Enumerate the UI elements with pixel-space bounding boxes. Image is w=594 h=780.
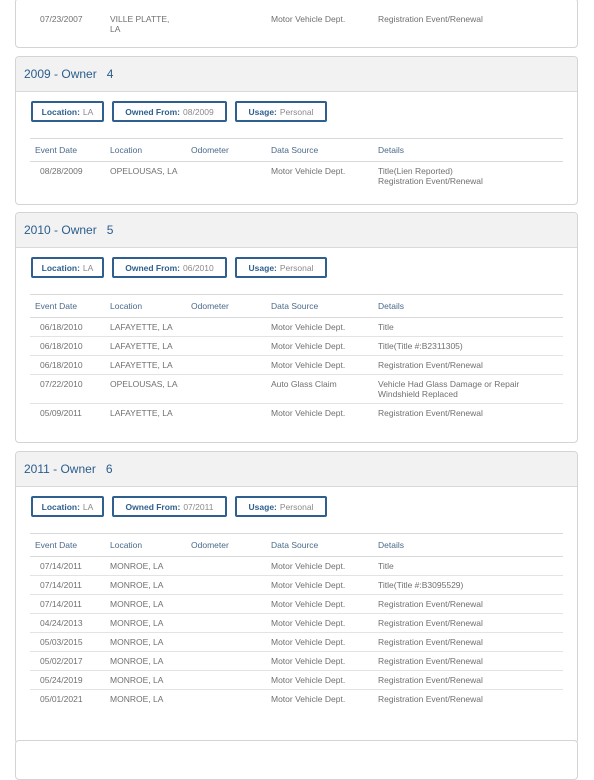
event-details: [378, 671, 563, 689]
owner-number: 4: [106, 67, 114, 81]
event-date: 05/01/2021: [40, 694, 83, 704]
details-line: Windshield Replaced: [378, 389, 458, 399]
event-odometer: [191, 375, 271, 403]
table-row: [30, 404, 563, 422]
event-location: LAFAYETTE, LA: [110, 360, 173, 370]
owner-year-label: 2011 - Owner: [24, 462, 96, 476]
event-date: 05/02/2017: [40, 656, 83, 666]
event-details: [378, 404, 563, 422]
event-source: Motor Vehicle Dept.: [271, 166, 346, 176]
col-odometer: Odometer: [191, 145, 229, 155]
event-odometer: [191, 337, 271, 355]
event-date: 04/24/2013: [40, 618, 83, 628]
event-date: 06/18/2010: [40, 360, 83, 370]
table-row: [30, 10, 563, 38]
event-details: [378, 576, 563, 594]
event-details: [378, 633, 563, 651]
event-source: Motor Vehicle Dept.: [271, 656, 346, 666]
owner-card: [15, 212, 578, 443]
event-source: Motor Vehicle Dept.: [271, 360, 346, 370]
event-location: VILLE PLATTE, LA: [110, 14, 170, 34]
event-odometer: [191, 576, 271, 594]
event-odometer: [191, 614, 271, 632]
owner-summary: [16, 92, 577, 126]
event-odometer: [191, 652, 271, 670]
details-line: Title: [378, 561, 394, 571]
event-odometer: [191, 557, 271, 575]
event-location: LAFAYETTE, LA: [110, 341, 173, 351]
table-row: [30, 671, 563, 690]
col-data-source: Data Source: [271, 145, 319, 155]
event-source: Motor Vehicle Dept.: [271, 675, 346, 685]
event-details: [378, 614, 563, 632]
details-line: Registration Event/Renewal: [378, 694, 483, 704]
event-odometer: [191, 595, 271, 613]
event-odometer: [191, 690, 271, 708]
details-line: Registration Event/Renewal: [378, 675, 483, 685]
event-date: 05/03/2015: [40, 637, 83, 647]
event-location: MONROE, LA: [110, 599, 164, 609]
table-row: [30, 375, 563, 404]
table-row: [30, 633, 563, 652]
location-badge: Location: LA: [31, 101, 104, 122]
event-date: 07/14/2011: [40, 599, 82, 609]
event-source: Motor Vehicle Dept.: [271, 14, 346, 24]
event-details: [378, 356, 563, 374]
event-location: OPELOUSAS, LA: [110, 379, 178, 389]
table-row: [30, 652, 563, 671]
owner-number: 5: [106, 223, 114, 237]
table-row: [30, 595, 563, 614]
event-source: Auto Glass Claim: [271, 379, 337, 389]
owner-number: 6: [105, 462, 113, 476]
details-line: Title(Title #:B2311305): [378, 341, 463, 351]
details-line: Registration Event/Renewal: [378, 408, 483, 418]
owned-from-badge: Owned From: 07/2011: [112, 496, 227, 517]
details-line: Registration Event/Renewal: [378, 618, 483, 628]
details-line: Registration Event/Renewal: [378, 360, 483, 370]
event-date: 08/28/2009: [40, 166, 83, 176]
table-row: [30, 576, 563, 595]
owner-summary: [16, 248, 577, 282]
event-location: MONROE, LA: [110, 675, 164, 685]
owned-from-badge: Owned From: 06/2010: [112, 257, 227, 278]
event-source: Motor Vehicle Dept.: [271, 599, 346, 609]
event-odometer: [191, 356, 271, 374]
col-location: Location: [110, 145, 143, 155]
event-location: LAFAYETTE, LA: [110, 322, 173, 332]
details-line: Registration Event/Renewal: [378, 637, 483, 647]
event-location: LAFAYETTE, LA: [110, 408, 173, 418]
event-source: Motor Vehicle Dept.: [271, 580, 346, 590]
owner-card: [15, 56, 578, 205]
table-row: [30, 614, 563, 633]
col-data-source: Data Source: [271, 301, 319, 311]
event-details: Registration Event/Renewal: [378, 14, 483, 24]
event-odometer: [191, 404, 271, 422]
details-line: Title(Lien Reported): [378, 166, 453, 176]
event-date: 07/23/2007: [40, 14, 83, 24]
event-source: Motor Vehicle Dept.: [271, 618, 346, 628]
event-source: Motor Vehicle Dept.: [271, 694, 346, 704]
col-location: Location: [110, 540, 143, 550]
event-date: 05/09/2011: [40, 408, 82, 418]
owner-header[interactable]: [16, 452, 577, 487]
event-details: [378, 652, 563, 670]
table-header: [30, 533, 563, 557]
event-source: Motor Vehicle Dept.: [271, 341, 346, 351]
event-date: 07/14/2011: [40, 561, 82, 571]
event-odometer: [191, 318, 271, 336]
details-line: Registration Event/Renewal: [378, 176, 483, 186]
col-event-date: Event Date: [35, 301, 78, 311]
owned-from-badge: Owned From: 08/2009: [112, 101, 227, 122]
col-data-source: Data Source: [271, 540, 319, 550]
details-line: Title: [378, 322, 394, 332]
table-row: [30, 337, 563, 356]
event-location: OPELOUSAS, LA: [110, 166, 178, 176]
event-source: Motor Vehicle Dept.: [271, 637, 346, 647]
event-details: [378, 595, 563, 613]
owner-card-next: [15, 740, 578, 780]
table-row: [30, 690, 563, 708]
col-details: Details: [378, 540, 404, 550]
event-source: Motor Vehicle Dept.: [271, 322, 346, 332]
event-details: [378, 337, 563, 355]
location-badge: Location: LA: [31, 496, 104, 517]
event-details: [378, 318, 563, 336]
event-date: 05/24/2019: [40, 675, 83, 685]
event-source: Motor Vehicle Dept.: [271, 408, 346, 418]
usage-badge: Usage: Personal: [235, 257, 327, 278]
event-location: MONROE, LA: [110, 618, 164, 628]
event-location: MONROE, LA: [110, 580, 164, 590]
event-details: [378, 690, 563, 708]
owner-header[interactable]: [16, 57, 577, 92]
col-details: Details: [378, 301, 404, 311]
event-location: MONROE, LA: [110, 637, 164, 647]
col-odometer: Odometer: [191, 301, 229, 311]
table-row: [30, 318, 563, 337]
details-line: Vehicle Had Glass Damage or Repair: [378, 379, 520, 389]
table-row: [30, 557, 563, 576]
event-date: 07/14/2011: [40, 580, 82, 590]
col-odometer: Odometer: [191, 540, 229, 550]
event-location: MONROE, LA: [110, 561, 164, 571]
event-odometer: [191, 10, 271, 38]
owner-card-prev: [15, 0, 578, 48]
col-event-date: Event Date: [35, 145, 78, 155]
col-details: Details: [378, 145, 404, 155]
table-row: [30, 356, 563, 375]
usage-badge: Usage: Personal: [235, 496, 327, 517]
event-date: 07/22/2010: [40, 379, 83, 389]
details-line: Registration Event/Renewal: [378, 599, 483, 609]
event-details: [378, 557, 563, 575]
event-odometer: [191, 633, 271, 651]
details-line: Registration Event/Renewal: [378, 656, 483, 666]
table-header: [30, 138, 563, 162]
details-line: Title(Title #:B3095529): [378, 580, 464, 590]
event-odometer: [191, 162, 271, 190]
col-location: Location: [110, 301, 143, 311]
table-row: [30, 162, 563, 190]
event-date: 06/18/2010: [40, 341, 83, 351]
owner-card: [15, 451, 578, 744]
table-header: [30, 294, 563, 318]
owner-year-label: 2009 - Owner: [24, 67, 97, 81]
event-date: 06/18/2010: [40, 322, 83, 332]
col-event-date: Event Date: [35, 540, 78, 550]
location-badge: Location: LA: [31, 257, 104, 278]
usage-badge: Usage: Personal: [235, 101, 327, 122]
owner-header[interactable]: [16, 213, 577, 248]
event-odometer: [191, 671, 271, 689]
event-source: Motor Vehicle Dept.: [271, 561, 346, 571]
event-location: MONROE, LA: [110, 694, 164, 704]
event-details: [378, 162, 563, 190]
owner-year-label: 2010 - Owner: [24, 223, 97, 237]
event-details: [378, 375, 563, 403]
event-location: MONROE, LA: [110, 656, 164, 666]
owner-summary: [16, 487, 577, 521]
